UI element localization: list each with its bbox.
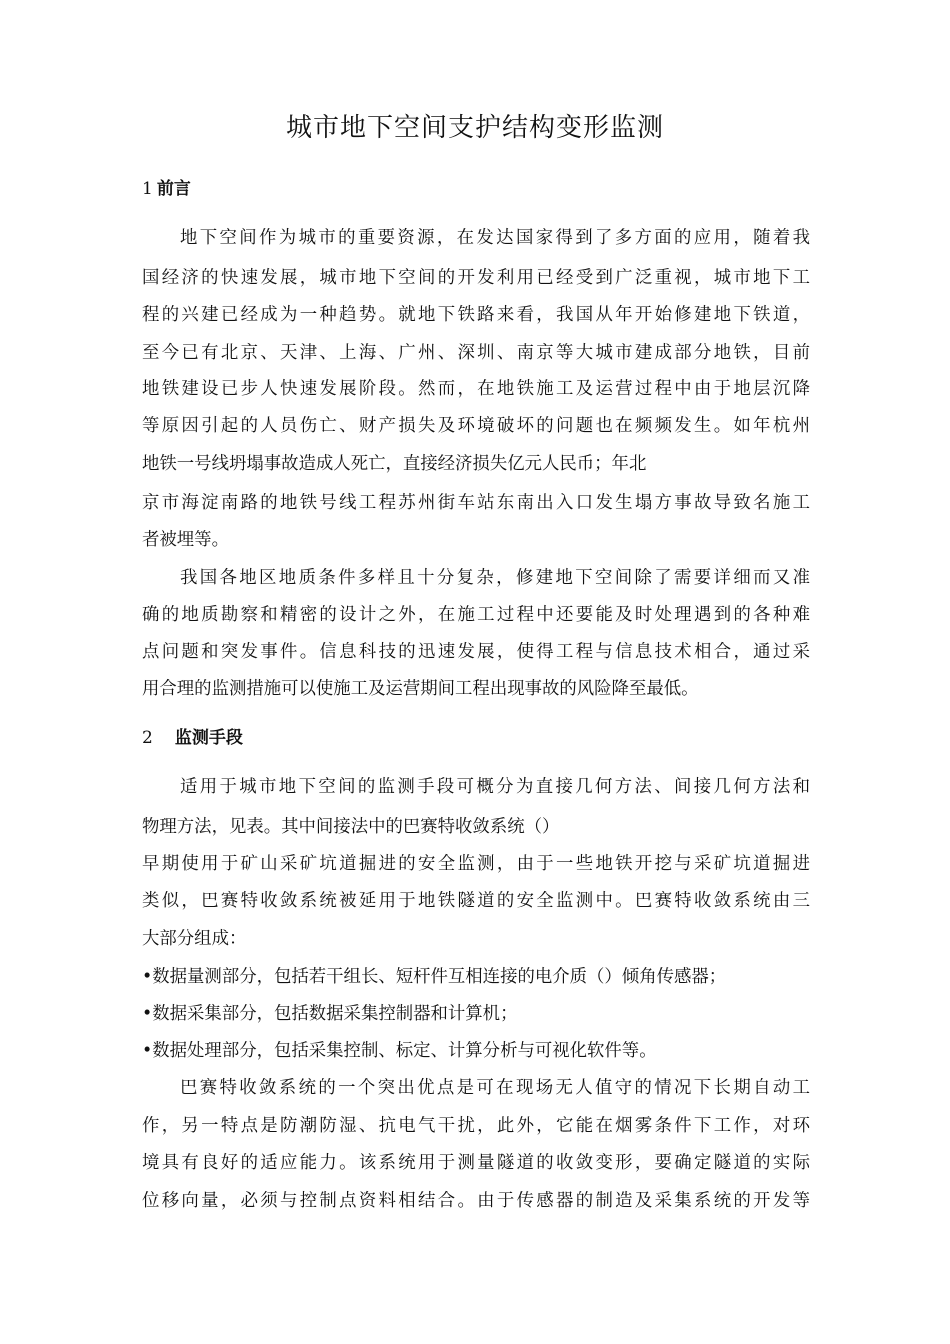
section-heading-1 — [142, 175, 191, 203]
paragraph-line: 确的地质勘察和精密的设计之外，在施工过程中还要能及时处理遇到的各种难 — [142, 605, 810, 625]
paragraph-line: 者被埋等。 — [142, 530, 229, 550]
paragraph-line: 点问题和突发事件。信息科技的迅速发展，使得工程与信息技术相合，通过采 — [142, 642, 810, 662]
bullet-item: •数据处理部分，包括采集控制、标定、计算分析与可视化软件等。 — [142, 1041, 657, 1061]
bullet-item: •数据量测部分，包括若干组长、短杆件互相连接的电介质（）倾角传感器； — [142, 967, 727, 987]
paragraph-line: 类似，巴赛特收敛系统被延用于地铁隧道的安全监测中。巴赛特收敛系统由三 — [142, 891, 810, 911]
paragraph-line: 我国各地区地质条件多样且十分复杂，修建地下空间除了需要详细而又准 — [180, 568, 810, 588]
paragraph-line: 巴赛特收敛系统的一个突出优点是可在现场无人值守的情况下长期自动工 — [180, 1078, 810, 1098]
paragraph-line: 程的兴建已经成为一种趋势。就地下铁路来看，我国从年开始修建地下铁道， — [142, 305, 810, 325]
section-number: 1 — [142, 179, 153, 199]
paragraph-line: 至今已有北京、天津、上海、广州、深圳、南京等大城市建成部分地铁，目前 — [142, 343, 810, 363]
paragraph-line: 等原因引起的人员伤亡、财产损失及环境破坏的问题也在频频发生。如年杭州 — [142, 416, 810, 436]
paragraph-line: 国经济的快速发展，城市地下空间的开发利用已经受到广泛重视，城市地下工 — [142, 268, 810, 288]
paragraph-line: 地下空间作为城市的重要资源，在发达国家得到了多方面的应用，随着我 — [180, 228, 810, 248]
paragraph-line: 地铁一号线坍塌事故造成人死亡，直接经济损失亿元人民币；年北 — [142, 454, 647, 474]
section-title: 前言 — [156, 179, 191, 199]
paragraph-line: 地铁建设已步人快速发展阶段。然而，在地铁施工及运营过程中由于地层沉降 — [142, 379, 810, 399]
section-title: 监测手段 — [174, 728, 243, 748]
paragraph-line: 境具有良好的适应能力。该系统用于测量隧道的收敛变形，要确定隧道的实际 — [142, 1153, 810, 1173]
paragraph-line: 京市海淀南路的地铁号线工程苏州街车站东南出入口发生塌方事故导致名施工 — [142, 493, 810, 513]
paragraph-line: 用合理的监测措施可以使施工及运营期间工程出现事故的风险降至最低。 — [142, 679, 699, 699]
paragraph-line: 早期使用于矿山采矿坑道掘进的安全监测，由于一些地铁开挖与采矿坑道掘进 — [142, 854, 810, 874]
paragraph-line: 位移向量，必须与控制点资料相结合。由于传感器的制造及采集系统的开发等 — [142, 1191, 810, 1211]
paragraph-line: 大部分组成： — [142, 929, 247, 949]
section-heading-2 — [142, 724, 243, 752]
document-title: 城市地下空间支护结构变形监测 — [285, 113, 664, 143]
section-number: 2 — [142, 728, 153, 748]
bullet-item: •数据采集部分，包括数据采集控制器和计算机； — [142, 1004, 518, 1024]
paragraph-line: 适用于城市地下空间的监测手段可概分为直接几何方法、间接几何方法和 — [180, 777, 810, 797]
paragraph-line: 作，另一特点是防潮防湿、抗电气干扰，此外，它能在烟雾条件下工作，对环 — [142, 1116, 810, 1136]
paragraph-line: 物理方法，见表。其中间接法中的巴赛特收敛系统（） — [142, 817, 560, 837]
